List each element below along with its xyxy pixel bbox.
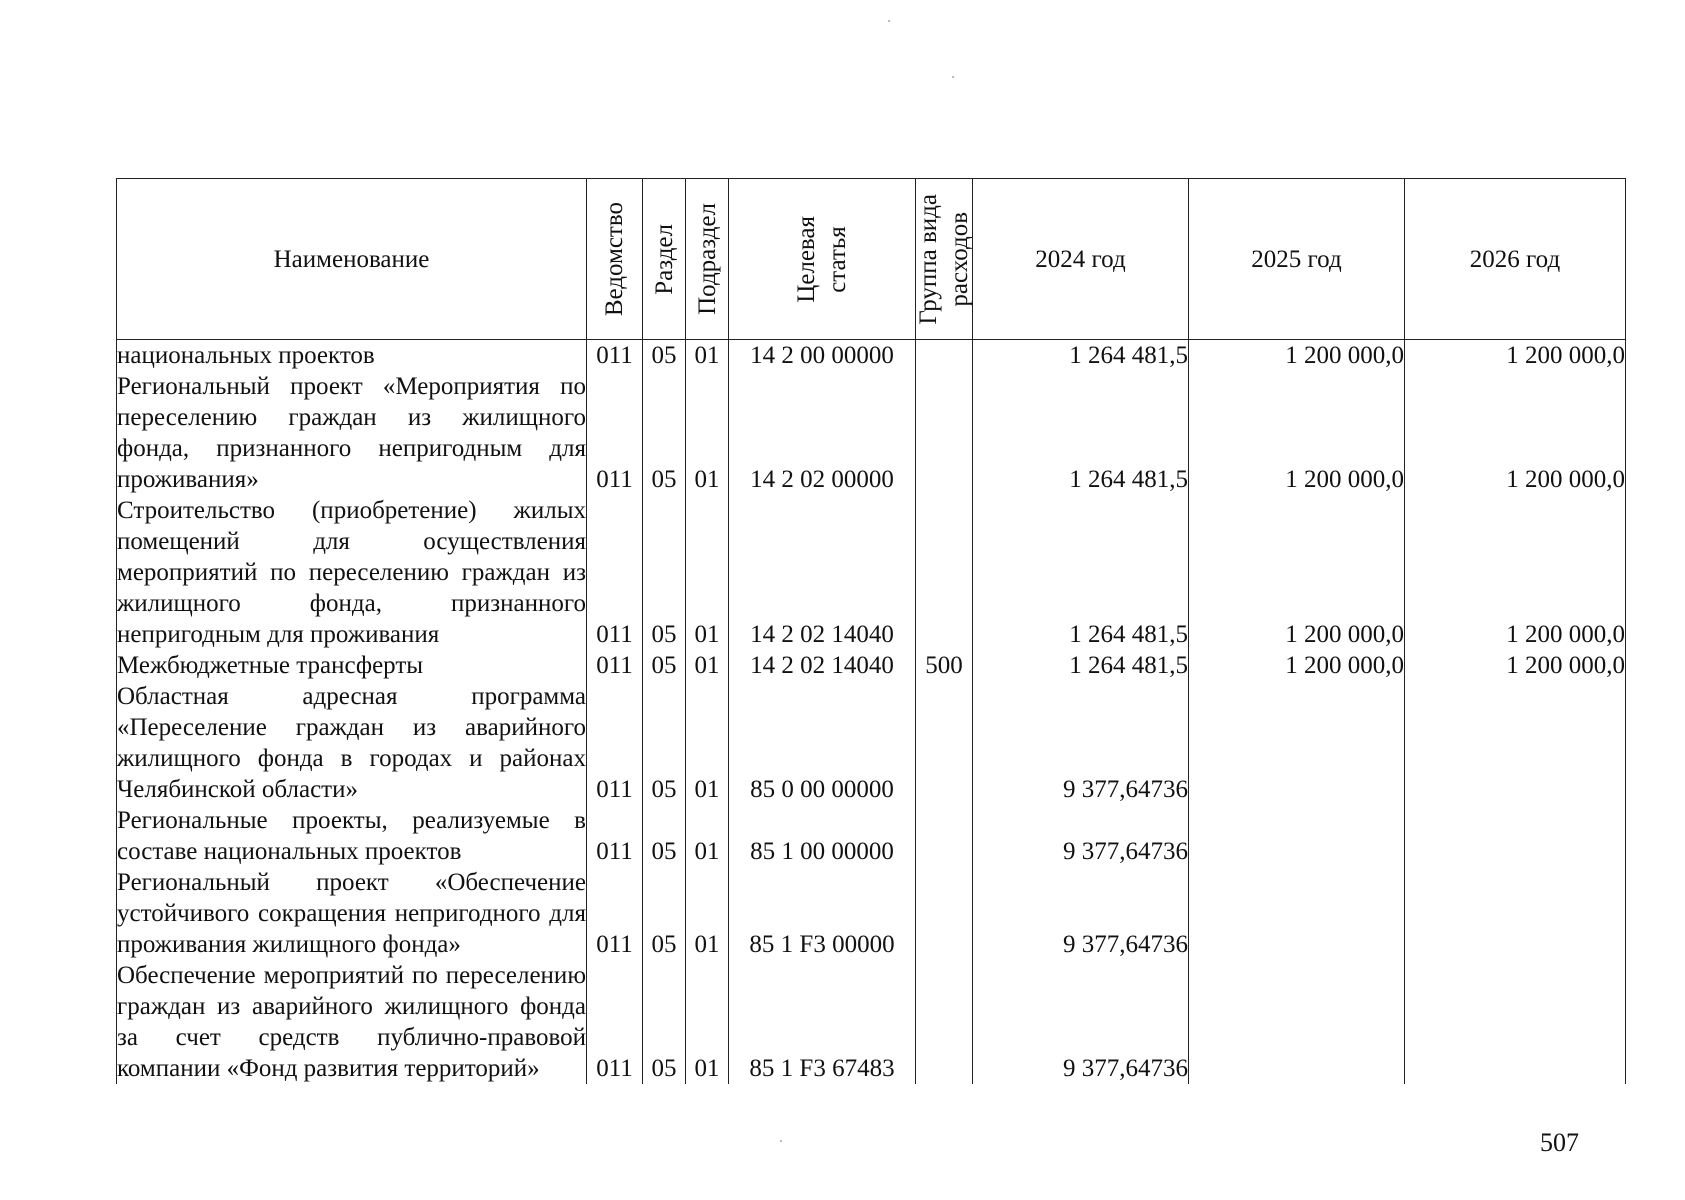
table-row xyxy=(117,371,1626,495)
row-subsection: 01 xyxy=(686,495,729,650)
row-subsection: 01 xyxy=(686,960,729,1084)
header-dept xyxy=(587,179,643,340)
row-group xyxy=(916,681,973,805)
row-2024: 9 377,64736 xyxy=(973,867,1189,960)
row-2024: 1 264 481,5 xyxy=(973,340,1189,372)
header-2024-label: 2024 год xyxy=(1035,245,1126,273)
row-group xyxy=(916,495,973,650)
row-name: национальных проектов xyxy=(117,340,587,372)
table-row xyxy=(117,650,1626,681)
header-group xyxy=(916,179,973,340)
row-dept: 011 xyxy=(587,805,643,867)
row-group xyxy=(916,805,973,867)
header-section-label: Раздел xyxy=(650,223,678,295)
header-target-line1: Целевая xyxy=(793,215,820,303)
header-subsection-label: Подраздел xyxy=(693,203,721,315)
row-target: 14 2 02 00000 xyxy=(729,371,916,495)
row-2025: 1 200 000,0 xyxy=(1189,340,1405,372)
table-row xyxy=(117,495,1626,650)
header-group-label xyxy=(913,194,975,325)
header-target xyxy=(729,179,916,340)
table-row xyxy=(117,340,1626,372)
row-target: 14 2 02 14040 xyxy=(729,495,916,650)
row-2026 xyxy=(1405,681,1626,805)
row-2024: 1 264 481,5 xyxy=(973,371,1189,495)
row-subsection: 01 xyxy=(686,867,729,960)
row-subsection: 01 xyxy=(686,805,729,867)
header-group-line1: Группа вида xyxy=(915,193,942,325)
table-row xyxy=(117,960,1626,1084)
header-section xyxy=(643,179,686,340)
row-2026: 1 200 000,0 xyxy=(1405,371,1626,495)
row-target: 85 1 F3 67483 xyxy=(729,960,916,1084)
row-2026: 1 200 000,0 xyxy=(1405,650,1626,681)
table-row xyxy=(117,867,1626,960)
row-subsection: 01 xyxy=(686,371,729,495)
row-group xyxy=(916,867,973,960)
header-2026 xyxy=(1405,179,1626,340)
header-2025-label: 2025 год xyxy=(1251,245,1342,273)
row-dept: 011 xyxy=(587,371,643,495)
row-name: Региональный проект «Мероприятия по переселению граждан из жилищного фонда, признанного непригодным для проживания» xyxy=(117,373,586,493)
header-2026-label: 2026 год xyxy=(1469,245,1561,273)
row-group xyxy=(916,960,973,1084)
row-2026: 1 200 000,0 xyxy=(1405,495,1626,650)
row-subsection: 01 xyxy=(686,650,729,681)
row-2024: 1 264 481,5 xyxy=(973,650,1189,681)
header-name xyxy=(117,179,587,340)
row-target: 85 1 00 00000 xyxy=(729,805,916,867)
row-2026 xyxy=(1405,867,1626,960)
row-section: 05 xyxy=(643,650,686,681)
row-2026 xyxy=(1405,805,1626,867)
row-2026 xyxy=(1405,960,1626,1084)
header-target-line2: статья xyxy=(824,225,851,293)
row-2026: 1 200 000,0 xyxy=(1405,340,1626,372)
header-2025 xyxy=(1189,179,1405,340)
header-target-label xyxy=(791,216,853,303)
row-2025 xyxy=(1189,681,1405,805)
row-2025: 1 200 000,0 xyxy=(1189,371,1405,495)
row-section: 05 xyxy=(643,681,686,805)
row-section: 05 xyxy=(643,960,686,1084)
row-2024: 9 377,64736 xyxy=(973,960,1189,1084)
row-subsection: 01 xyxy=(686,340,729,372)
row-group: 500 xyxy=(916,650,973,681)
scan-speck xyxy=(888,20,890,22)
row-name: Межбюджетные трансферты xyxy=(117,650,587,681)
header-2024 xyxy=(973,179,1189,340)
row-name: Обеспечение мероприятий по переселению граждан из аварийного жилищного фонда за счет средств публично-правовой компании «Фонд развития территорий» xyxy=(117,962,586,1082)
row-section: 05 xyxy=(643,867,686,960)
row-dept: 011 xyxy=(587,867,643,960)
row-name: Областная адресная программа «Переселение граждан из аварийного жилищного фонда в городах и районах Челябинской области» xyxy=(117,683,586,803)
row-section: 05 xyxy=(643,371,686,495)
page-number: 507 xyxy=(1540,1128,1579,1157)
row-2024: 9 377,64736 xyxy=(973,681,1189,805)
row-name: Региональный проект «Обеспечение устойчивого сокращения непригодного для проживания жилищного фонда» xyxy=(117,869,586,958)
row-target: 85 0 00 00000 xyxy=(729,681,916,805)
row-target: 14 2 00 00000 xyxy=(729,340,916,372)
row-2025 xyxy=(1189,805,1405,867)
scan-speck xyxy=(780,1140,782,1142)
row-2024: 1 264 481,5 xyxy=(973,495,1189,650)
row-dept: 011 xyxy=(587,960,643,1084)
row-name: Региональные проекты, реализуемые в составе национальных проектов xyxy=(117,807,586,865)
table-header-row xyxy=(117,179,1626,340)
budget-table xyxy=(116,178,1626,1084)
row-2025 xyxy=(1189,867,1405,960)
row-dept: 011 xyxy=(587,340,643,372)
header-dept-label: Ведомство xyxy=(601,201,628,317)
row-dept: 011 xyxy=(587,650,643,681)
table-row xyxy=(117,805,1626,867)
header-name-label: Наименование xyxy=(273,245,430,273)
row-section: 05 xyxy=(643,805,686,867)
row-dept: 011 xyxy=(587,495,643,650)
row-dept: 011 xyxy=(587,681,643,805)
table-row xyxy=(117,681,1626,805)
header-group-line2: расходов xyxy=(946,211,973,307)
row-2025: 1 200 000,0 xyxy=(1189,650,1405,681)
row-section: 05 xyxy=(643,495,686,650)
row-group xyxy=(916,371,973,495)
row-name: Строительство (приобретение) жилых помещений для осуществления мероприятий по переселению граждан из жилищного фонда, признанного непригодным для проживания xyxy=(117,497,586,648)
row-2025 xyxy=(1189,960,1405,1084)
row-target: 14 2 02 14040 xyxy=(729,650,916,681)
row-2025: 1 200 000,0 xyxy=(1189,495,1405,650)
row-2024: 9 377,64736 xyxy=(973,805,1189,867)
row-group xyxy=(916,340,973,372)
scan-speck xyxy=(952,76,954,78)
header-subsection xyxy=(686,179,729,340)
row-section: 05 xyxy=(643,340,686,372)
row-subsection: 01 xyxy=(686,681,729,805)
row-target: 85 1 F3 00000 xyxy=(729,867,916,960)
